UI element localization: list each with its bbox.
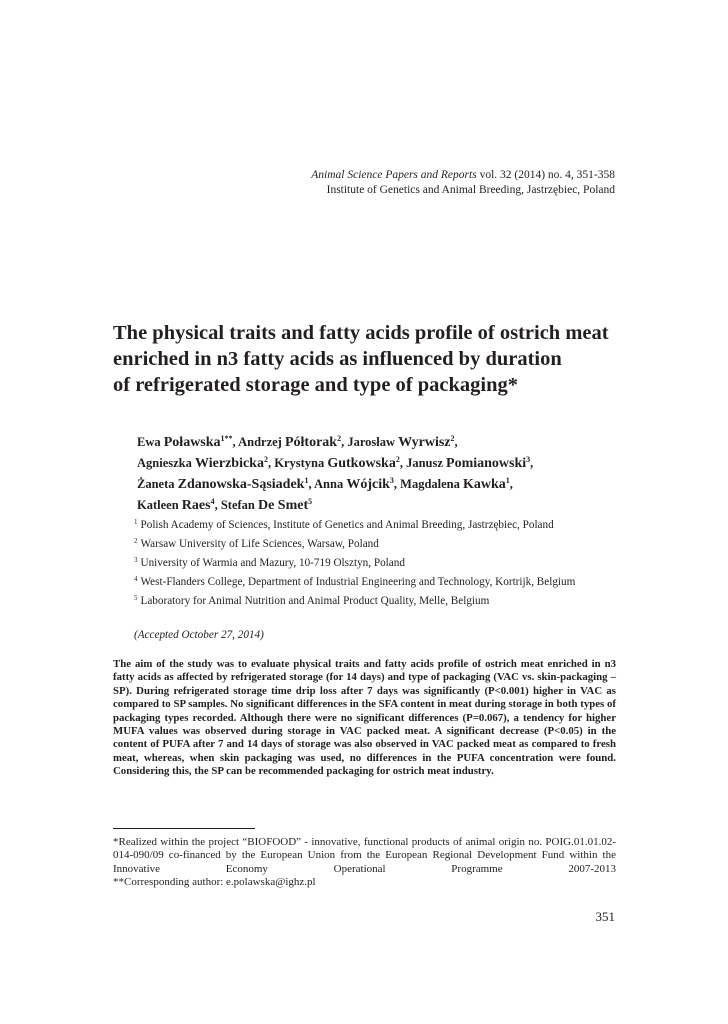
institute-line: Institute of Genetics and Animal Breeding, Jastrzębiec, Poland [326,184,615,196]
affiliation-number: 3 [134,556,138,564]
affiliation-item [134,535,614,554]
author-surname: Poławska [163,435,221,450]
author-surname: Półtorak [284,435,338,450]
footnote-divider [113,828,255,829]
corresponding-author-footnote: **Corresponding author: e.polawska@ighz.pl [113,876,316,889]
author-affiliation-mark: 3 [526,455,531,464]
author-surname: De Smet [257,498,309,513]
author-separator: , [530,456,534,470]
affiliation-list [134,516,614,611]
author-line [137,495,617,516]
author-first-name: Agnieszka [137,456,195,470]
journal-name: Animal Science Papers and Reports [311,169,477,181]
affiliation-text: University of Warmia and Mazury, 10-719 Olsztyn, Poland [140,557,405,569]
author-affiliation-mark: 2 [263,455,268,464]
title-line: of refrigerated storage and type of packaging* [113,374,519,396]
author-surname: Kawka [463,477,506,492]
affiliation-item [134,554,614,573]
author-first-name: , Magdalena [393,477,463,491]
page-number: 351 [595,909,615,924]
affiliation-item [134,592,614,611]
author-affiliation-mark: 2 [395,455,400,464]
author-first-name: , Janusz [399,456,447,470]
affiliation-text: Laboratory for Animal Nutrition and Animal Product Quality, Melle, Belgium [140,595,490,607]
author-surname: Wyrwisz [398,435,451,450]
author-surname: Raes [181,498,211,513]
affiliation-number: 1 [134,518,138,526]
affiliation-item [134,573,614,592]
author-line [137,432,617,453]
author-first-name: , Andrzej [232,435,285,449]
affiliation-text: Polish Academy of Sciences, Institute of Genetics and Animal Breeding, Jastrzębiec, Poland [140,519,554,531]
title-line: enriched in n3 fatty acids as influenced by duration [113,348,562,370]
author-surname: Pomianowski [446,456,527,471]
author-affiliation-mark: 1** [220,434,233,443]
affiliation-text: West-Flanders College, Department of Industrial Engineering and Technology, Kortrijk, Belgium [140,576,576,588]
affiliation-number: 2 [134,537,138,545]
author-first-name: Katleen [137,498,182,512]
affiliation-item [134,516,614,535]
author-separator: , [509,477,513,491]
author-affiliation-mark: 3 [389,476,394,485]
affiliation-number: 4 [134,575,138,583]
author-affiliation-mark: 5 [308,497,313,506]
author-first-name: Żaneta [137,477,178,491]
footnotes [113,836,616,890]
affiliation-text: Warsaw University of Life Sciences, Warsaw, Poland [140,538,379,550]
author-affiliation-mark: 4 [210,497,215,506]
funding-footnote: *Realized within the project “BIOFOOD” - innovative, functional products of animal origin no. POIG.01.01.02-014-090/09 co-financed by the European Union from the European Regional Development Fund within the Innovative Economy Operational Programme 2007-2013 [113,836,616,875]
author-separator: , [454,435,458,449]
author-affiliation-mark: 2 [450,434,455,443]
author-line [137,474,617,495]
author-surname: Wierzbicka [195,456,264,471]
author-list [137,432,617,516]
volume-info: vol. 32 (2014) no. 4, 351-358 [476,169,615,181]
author-first-name: Ewa [137,435,164,449]
author-surname: Zdanowska-Sąsiadek [177,477,305,492]
title-line: The physical traits and fatty acids profile of ostrich meat [113,322,609,344]
paper-title [113,320,633,398]
running-header [311,168,615,198]
affiliation-number: 5 [134,594,138,602]
author-affiliation-mark: 1 [304,476,309,485]
author-surname: Wójcik [346,477,390,492]
author-first-name: , Stefan [214,498,258,512]
accepted-date: (Accepted October 27, 2014) [134,629,264,641]
author-affiliation-mark: 2 [337,434,342,443]
journal-citation [311,168,615,183]
author-line [137,453,617,474]
author-surname: Gutkowska [327,456,396,471]
author-first-name: , Jarosław [341,435,399,449]
author-affiliation-mark: 1 [505,476,510,485]
author-first-name: , Anna [308,477,347,491]
abstract: The aim of the study was to evaluate physical traits and fatty acids profile of ostrich meat enriched in n3 fatty acids as affected by refrigerated storage (for 14 days) and type of packaging (VAC vs. skin-packaging – SP). During refrigerated storage time drip loss after 7 days was significantly (P<0.001) higher in VAC as compared to SP samples. No significant differences in the SFA content in meat during storage in both types of packaging types recorded. Although there were no significant differences (P=0.067), a tendency for higher MUFA values was observed during storage in VAC packed meat. A significant decrease (P<0.05) in the content of PUFA after 7 and 14 days of storage was also observed in VAC packed meat as compared to fresh meat, whereas, when skin packaging was used, no differences in the PUFA concentration were found. Considering this, the SP can be recommended packaging for ostrich meat industry. [113,658,616,778]
author-first-name: , Krystyna [267,456,328,470]
